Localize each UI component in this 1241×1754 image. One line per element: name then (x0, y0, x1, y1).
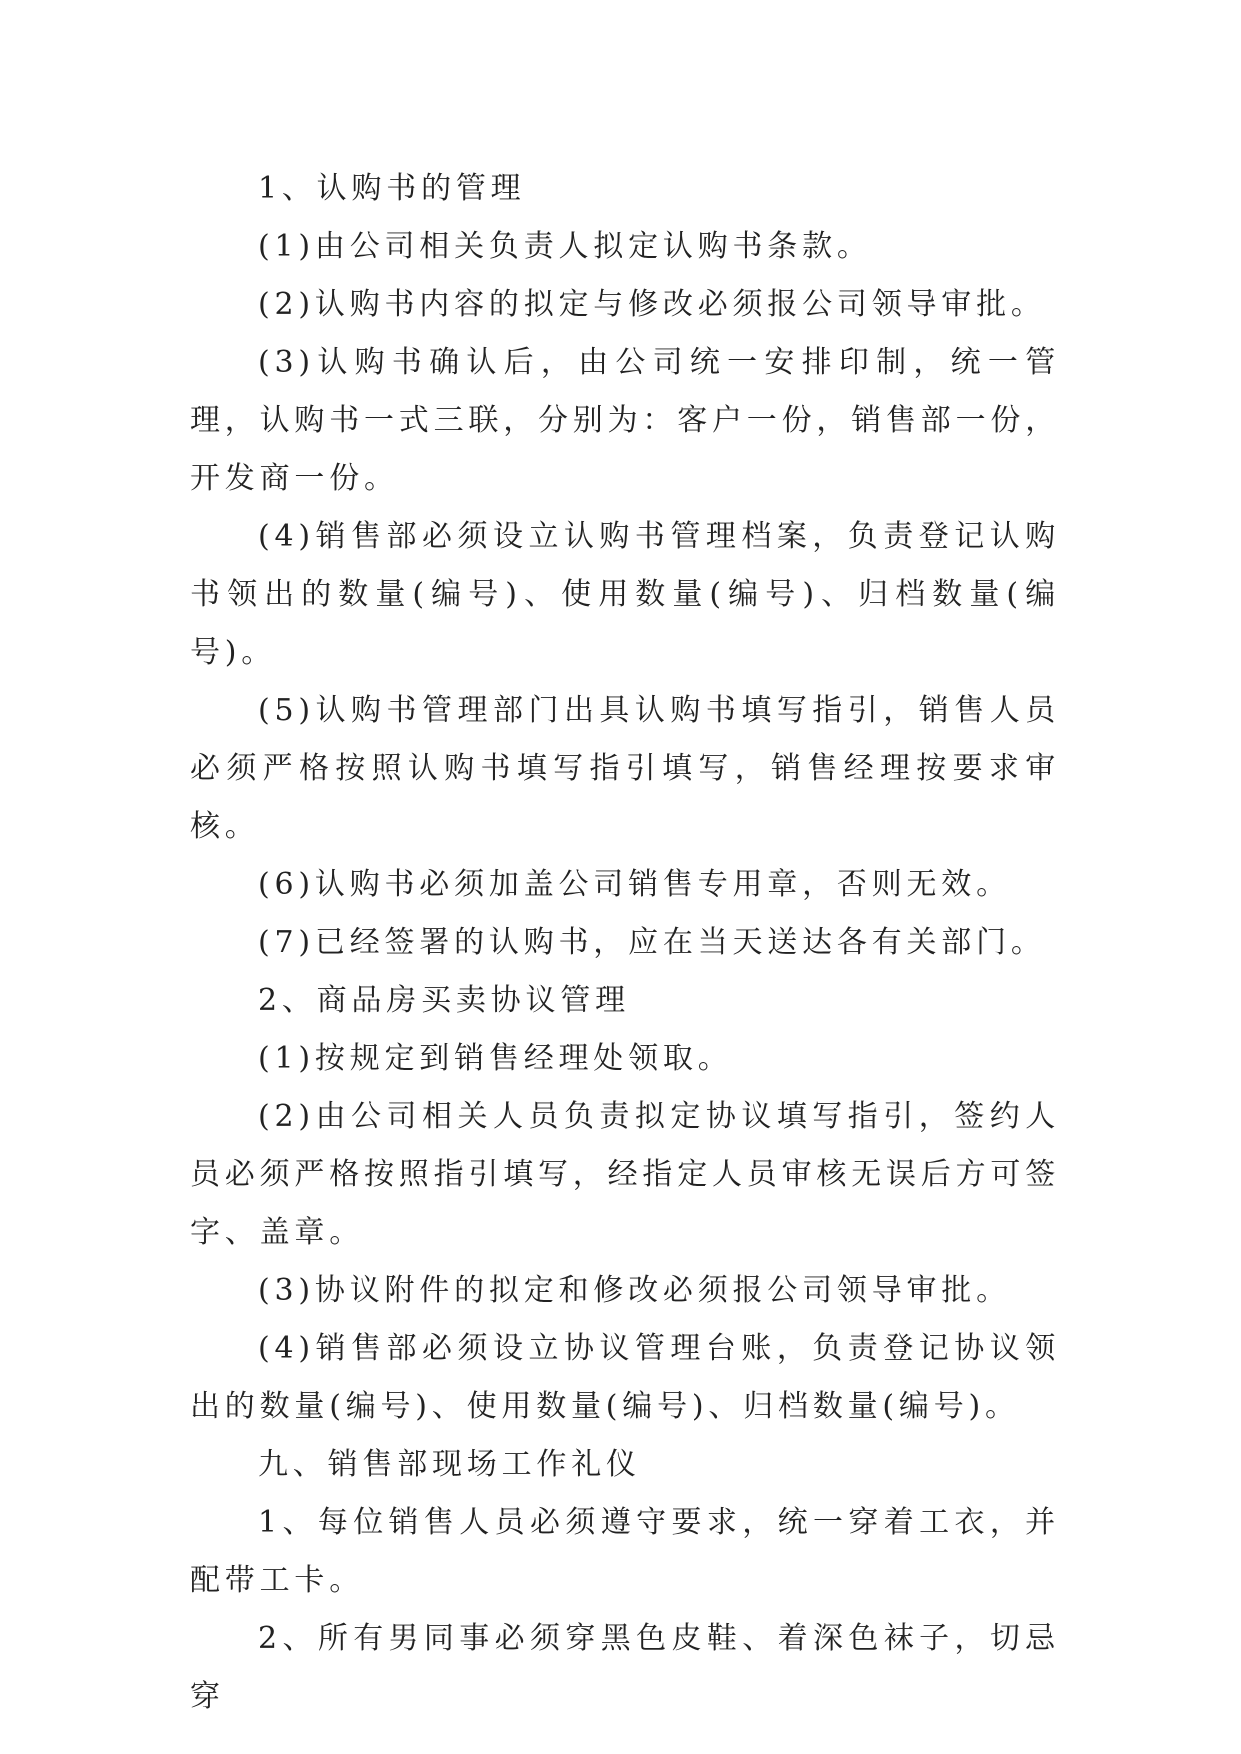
paragraph: (7)已经签署的认购书，应在当天送达各有关部门。 (258, 925, 1046, 960)
paragraph: 1、每位销售人员必须遵守要求，统一穿着工衣，并配带工卡。 (190, 1505, 1060, 1598)
paragraph: (1)由公司相关负责人拟定认购书条款。 (258, 229, 872, 264)
section-heading-onsite-etiquette: 九、销售部现场工作礼仪 (258, 1447, 641, 1482)
paragraph: (3)协议附件的拟定和修改必须报公司领导审批。 (258, 1273, 1011, 1308)
paragraph: (3)认购书确认后，由公司统一安排印制，统一管理，认购书一式三联，分别为：客户一份，销售部一份，开发商一份。 (190, 345, 1060, 496)
paragraph: (2)由公司相关人员负责拟定协议填写指引，签约人员必须严格按照指引填写，经指定人员审核无误后方可签字、盖章。 (190, 1099, 1060, 1250)
section-heading-subscription-management: 1、认购书的管理 (258, 171, 526, 206)
document-body (190, 160, 1060, 1726)
paragraph: 2、所有男同事必须穿黑色皮鞋、着深色袜子，切忌穿 (190, 1621, 1060, 1714)
section-heading-sales-agreement-management: 2、商品房买卖协议管理 (258, 983, 630, 1018)
paragraph: (1)按规定到销售经理处领取。 (258, 1041, 733, 1076)
paragraph: (4)销售部必须设立协议管理台账，负责登记协议领出的数量(编号)、使用数量(编号)、归档数量(编号)。 (190, 1331, 1060, 1424)
paragraph: (2)认购书内容的拟定与修改必须报公司领导审批。 (258, 287, 1046, 322)
paragraph: (6)认购书必须加盖公司销售专用章，否则无效。 (258, 867, 1011, 902)
paragraph: (5)认购书管理部门出具认购书填写指引，销售人员必须严格按照认购书填写指引填写，销售经理按要求审核。 (190, 693, 1060, 844)
paragraph: (4)销售部必须设立认购书管理档案，负责登记认购书领出的数量(编号)、使用数量(编号)、归档数量(编号)。 (190, 519, 1060, 670)
